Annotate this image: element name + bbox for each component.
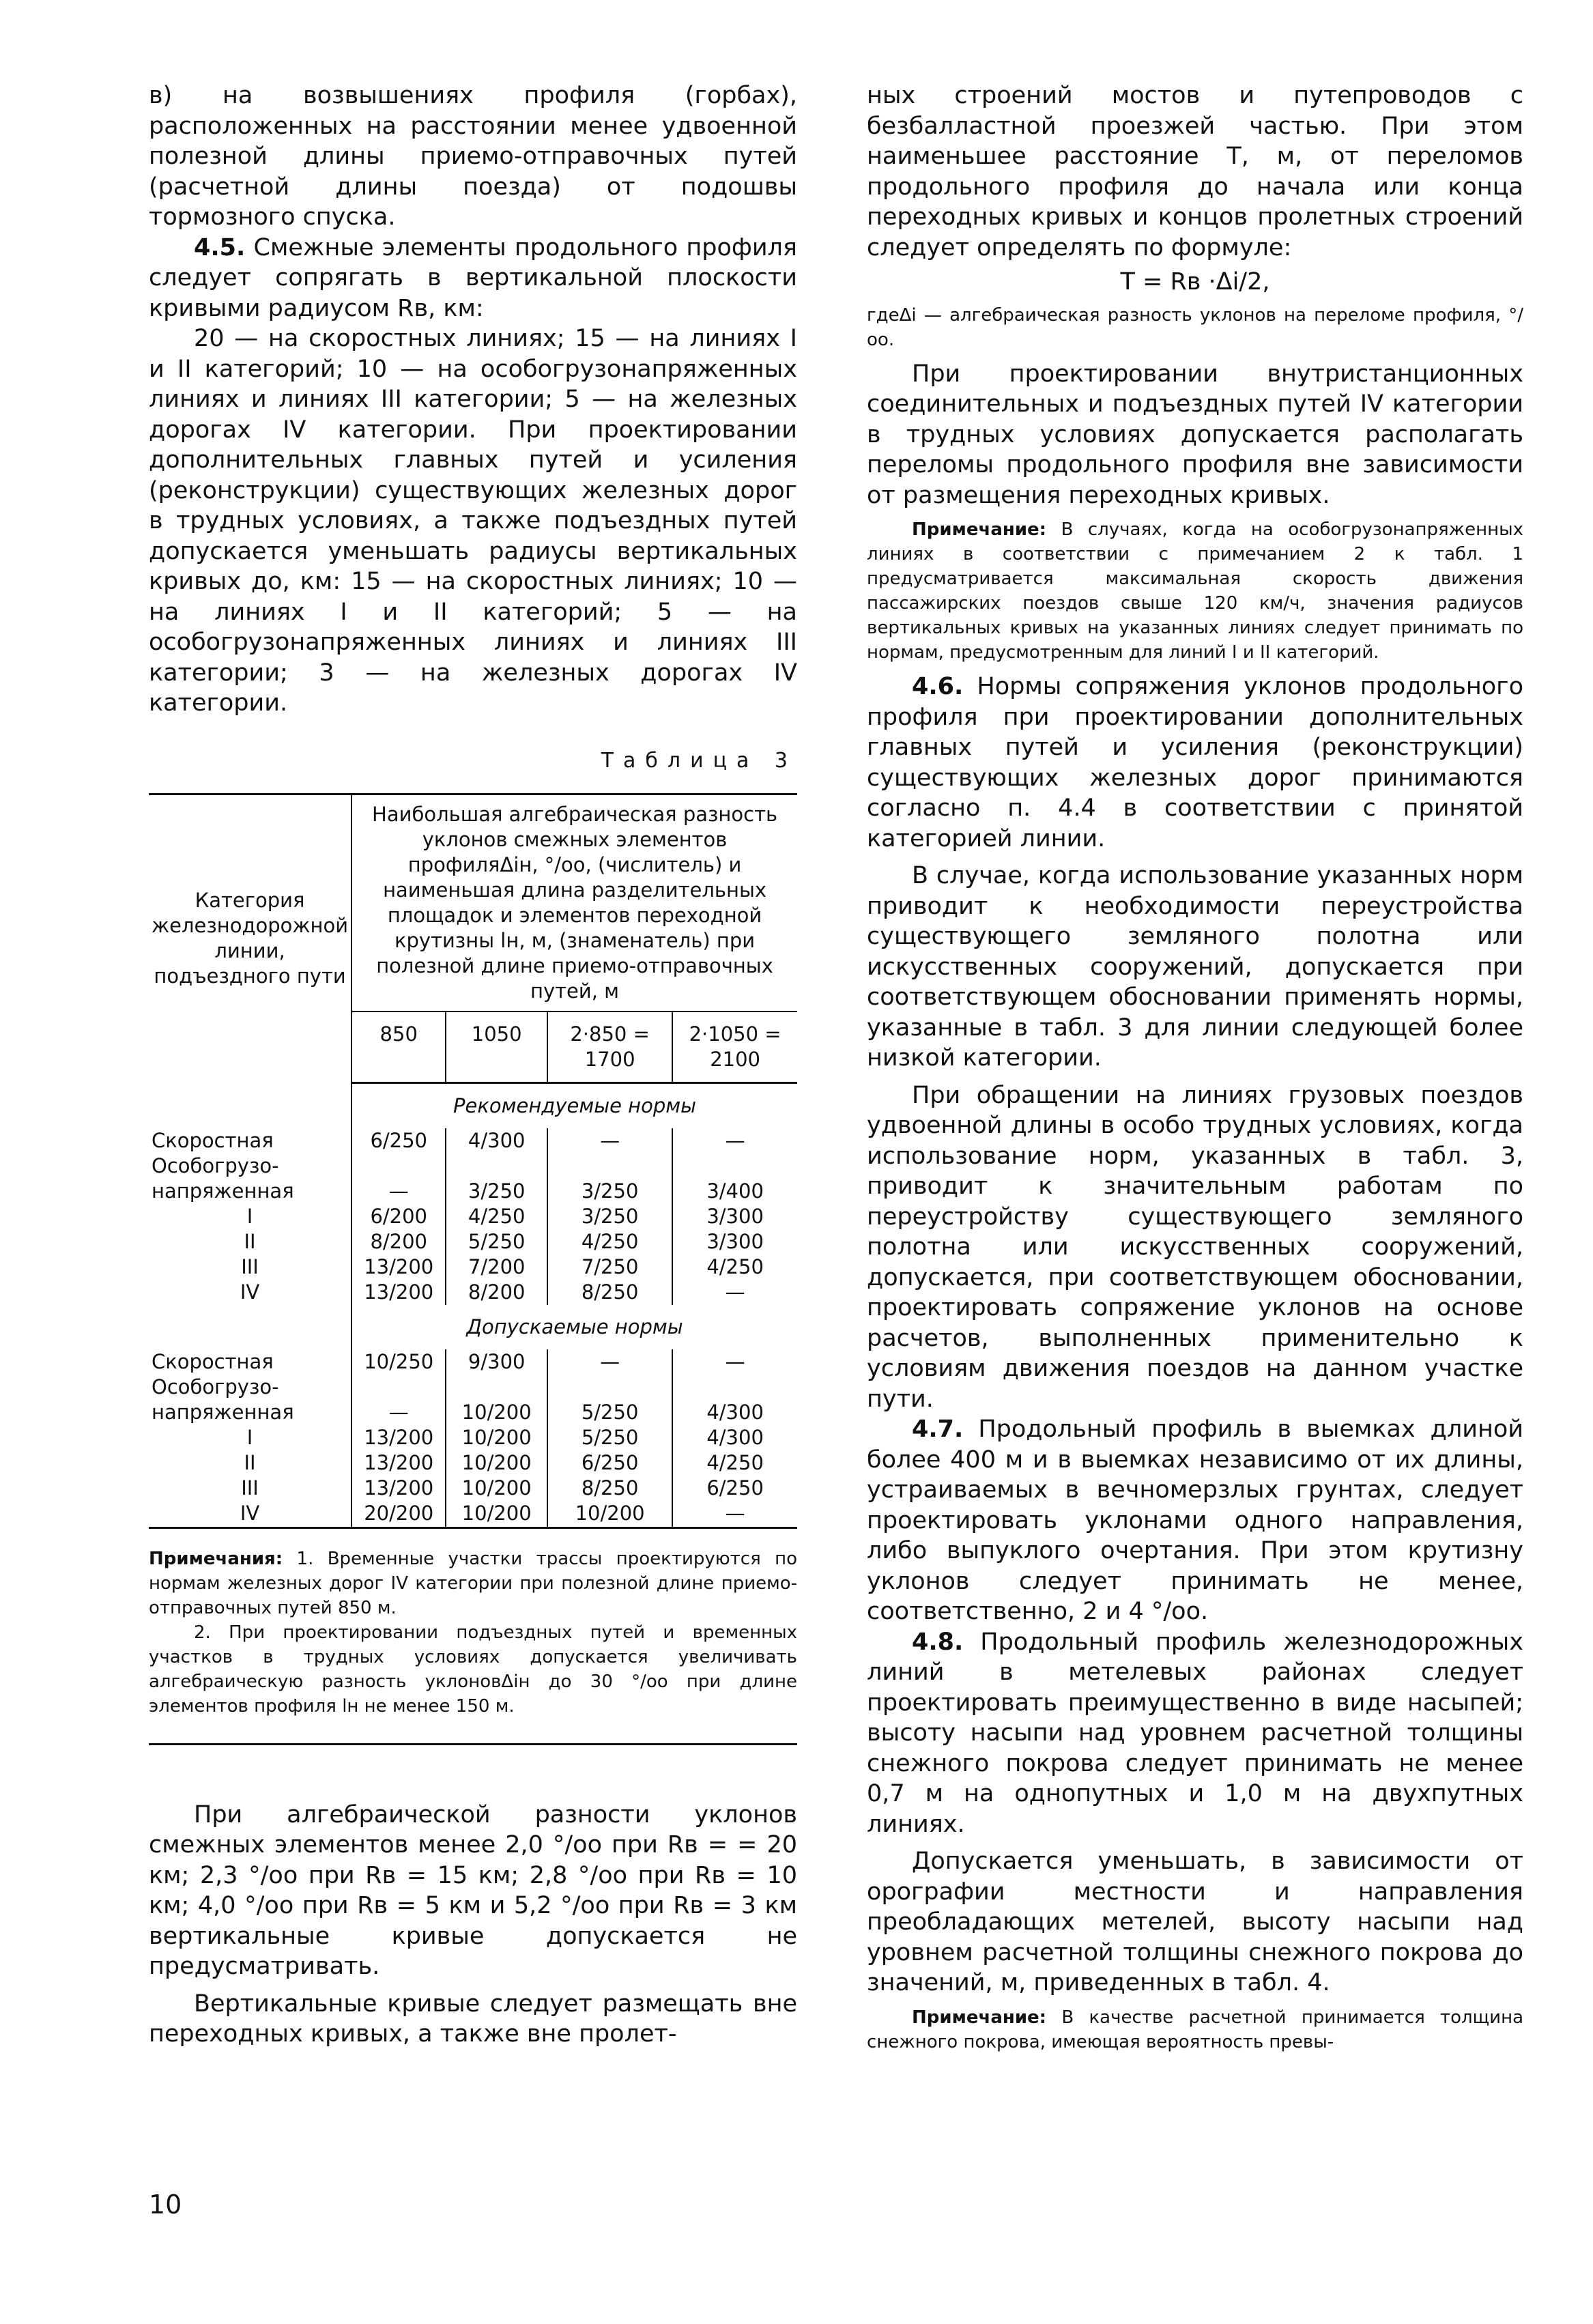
table-bottom-cell bbox=[351, 1526, 446, 1528]
note-1: 1. Временные участки трассы проектируются по нормам железных дорог IV категории при полезной длине приемо-отправочных путей 850 м. bbox=[149, 1548, 797, 1618]
table-cell: — bbox=[351, 1179, 446, 1204]
table-row bbox=[149, 1229, 797, 1254]
table-cell bbox=[672, 1153, 797, 1179]
table-header-row bbox=[149, 794, 797, 1012]
table-cell: 10/200 bbox=[547, 1501, 672, 1526]
header-col-850: 850 bbox=[351, 1012, 446, 1083]
row-category: Скоростная bbox=[152, 1128, 274, 1152]
table-cell: 4/250 bbox=[672, 1450, 797, 1476]
formula-where: гдеΔi — алгебраическая разность уклонов на переломе профиля, °/оо. bbox=[867, 304, 1523, 350]
header-main: Наибольшая алгебраическая разность уклонов смежных элементов профиляΔiн, °/оо, (числитель) и наименьшая длина разделительных площадок и элементов переходной крутизны lн, м, (знаменатель) при полезной длине приемо-отправочных путей, м bbox=[351, 794, 797, 1012]
table-cell: — bbox=[547, 1349, 672, 1375]
section-number: 4.7. bbox=[912, 1416, 964, 1443]
table-cell: — bbox=[672, 1501, 797, 1526]
table-cell: 10/200 bbox=[446, 1400, 547, 1425]
table-cell: 6/250 bbox=[547, 1450, 672, 1476]
page-number: 10 bbox=[149, 2190, 182, 2220]
paragraph-4-4-c: в) на возвышениях профиля (горбах), расположенных на расстоянии менее удвоенной полезной длины приемо-отправочных путей (расчетной длины поезда) от подошвы тормозного спуска. bbox=[149, 82, 797, 231]
table-bottom-cell bbox=[446, 1526, 547, 1528]
table-notes-2: 2. При проектировании подъездных путей и временных участков в трудных условиях допускается увеличивать алгебраическую разность уклоновΔiн до 30 °/оо при длине элементов профиля lн не менее 150 м. bbox=[149, 1622, 797, 1717]
note-text: В случаях, когда на особогрузонапряженных линиях в соответствии с примечанием 2 к табл. 1 предусматривается максимальная скорость движения пассажирских поездов свыше 120 км/ч, значения радиусов вертикальных кривых на указанных линиях следует принимать по нормам, предусмотренным для линий I и II категорий. bbox=[867, 519, 1523, 663]
section-text: Смежные элементы продольного профиля следует сопрягать в вертикальной плоскости кривыми радиусом Rв, км: bbox=[149, 233, 797, 322]
table-cell: 13/200 bbox=[351, 1280, 446, 1305]
header-col-2100: 2·1050 = 2100 bbox=[672, 1012, 797, 1083]
table-row bbox=[149, 1375, 797, 1400]
table-cell: — bbox=[351, 1400, 446, 1425]
left-column bbox=[149, 81, 797, 2050]
table-cell: 5/250 bbox=[446, 1229, 547, 1254]
table-cell: 13/200 bbox=[351, 1476, 446, 1501]
table-cell: 13/200 bbox=[351, 1425, 446, 1450]
section-number: 4.6. bbox=[912, 673, 964, 700]
table-cell bbox=[547, 1153, 672, 1179]
row-category: Скоростная bbox=[152, 1349, 274, 1373]
note-high-speed bbox=[867, 517, 1523, 665]
table-bottom-border bbox=[149, 1526, 797, 1528]
row-category: Особогрузо- bbox=[152, 1153, 279, 1177]
row-category: IV bbox=[240, 1280, 260, 1304]
table-body bbox=[149, 1082, 797, 1527]
section-number: 4.8. bbox=[912, 1628, 964, 1656]
note-snow bbox=[867, 2005, 1523, 2054]
row-category: I bbox=[246, 1425, 253, 1449]
note-label: Примечание: bbox=[912, 519, 1047, 540]
table-cell: 4/250 bbox=[446, 1204, 547, 1229]
table-cell: 3/300 bbox=[672, 1229, 797, 1254]
paragraph-no-curves: При алгебраической разности уклонов смежных элементов менее 2,0 °/оо при Rв = = 20 км; 2,3 °/оо при Rв = 15 км; 2,8 °/оо при Rв = 10 км; 4,0 °/оо при Rв = 5 км и 5,2 °/оо при Rв = 3 км вертикальные кривые допускается не предусматривать. bbox=[149, 1801, 797, 1980]
table-cell: — bbox=[547, 1128, 672, 1153]
table-cell: 13/200 bbox=[351, 1450, 446, 1476]
table-row bbox=[149, 1450, 797, 1476]
table-cell: 10/200 bbox=[446, 1476, 547, 1501]
table-bottom-cell bbox=[547, 1526, 672, 1528]
table-row bbox=[149, 1153, 797, 1179]
table-cell: 5/250 bbox=[547, 1400, 672, 1425]
table-cell: 3/250 bbox=[547, 1179, 672, 1204]
table-cell: 5/250 bbox=[547, 1425, 672, 1450]
table-notes-1 bbox=[149, 1547, 797, 1620]
table-cell: 4/300 bbox=[672, 1425, 797, 1450]
table-bottom-cell bbox=[672, 1526, 797, 1528]
table-cell: 4/250 bbox=[672, 1254, 797, 1280]
paragraph-station-tracks: При проектировании внутристанционных соединительных и подъездных путей IV категории в трудных условиях допускается располагать переломы продольного профиля вне зависимости от размещения переходных кривых. bbox=[867, 360, 1523, 509]
table-row bbox=[149, 1280, 797, 1305]
section-4-8 bbox=[867, 1627, 1523, 1840]
table-cell bbox=[446, 1375, 547, 1400]
header-col-1050: 1050 bbox=[446, 1012, 547, 1083]
section-number: 4.5. bbox=[194, 233, 246, 261]
row-category: напряженная bbox=[152, 1400, 294, 1424]
table-cell: — bbox=[672, 1280, 797, 1305]
section-4-6 bbox=[867, 672, 1523, 854]
table-cell: 7/250 bbox=[547, 1254, 672, 1280]
table-cell bbox=[351, 1375, 446, 1400]
formula: T = Rв ·Δi/2, bbox=[1120, 268, 1270, 296]
section-4-5 bbox=[149, 233, 797, 324]
note-label: Примечание: bbox=[912, 2007, 1047, 2028]
table-row bbox=[149, 1204, 797, 1229]
row-category: IV bbox=[240, 1501, 260, 1525]
row-category: Особогрузо- bbox=[152, 1375, 279, 1398]
header-col-1700: 2·850 = 1700 bbox=[547, 1012, 672, 1083]
table-cell: 4/300 bbox=[446, 1128, 547, 1153]
table-section-row bbox=[149, 1305, 797, 1349]
table-cell: 8/250 bbox=[547, 1476, 672, 1501]
paragraph-radii: 20 — на скоростных линиях; 15 — на линиях I и II категорий; 10 — на особогрузонапряженных линиях и линиях III категории; 5 — на железных дорогах IV категории. При проектировании дополнительных главных путей и усиления (реконструкции) существующих железных дорог в трудных условиях, а также подъездных путей допускается уменьшать радиусы вертикальных кривых до, км: 15 — на скоростных линиях; 10 — на линиях I и II категорий; 5 — на особогрузонапряженных линиях и линиях III категории; 3 — на железных дорогах IV категории. bbox=[149, 325, 797, 717]
table-cell: 8/250 bbox=[547, 1280, 672, 1305]
table-row bbox=[149, 1254, 797, 1280]
section-4-7 bbox=[867, 1414, 1523, 1627]
row-category: III bbox=[241, 1476, 259, 1500]
table-cell bbox=[446, 1153, 547, 1179]
row-category: II bbox=[244, 1450, 256, 1474]
table-cell: 8/200 bbox=[351, 1229, 446, 1254]
table-row bbox=[149, 1400, 797, 1425]
table-cell: 8/200 bbox=[446, 1280, 547, 1305]
right-column bbox=[867, 81, 1523, 2054]
paragraph-double-length: При обращении на линиях грузовых поездов удвоенной длины в особо трудных условиях, когда использование норм, указанных в табл. 3, приводит к значительным работам по переустройству существующего земляного полотна или искусственных сооружений, допускается, при соответствующем обосновании, проектировать сопряжение уклонов на основе расчетов, выполненных применительно к условиям движения поездов на данном участке пути. bbox=[867, 1081, 1523, 1413]
table-cell: — bbox=[672, 1128, 797, 1153]
table-cell: — bbox=[672, 1349, 797, 1375]
notes-label: Примечания: bbox=[149, 1548, 283, 1569]
paragraph-embankment: Допускается уменьшать, в зависимости от орографии местности и направления преобладающих метелей, высоту насыпи над уровнем расчетной толщины снежного покрова до значений, м, приведенных в табл. 4. bbox=[867, 1848, 1523, 1996]
table-row bbox=[149, 1501, 797, 1526]
section-title: Допускаемые нормы bbox=[351, 1305, 797, 1349]
note-text: В качестве расчетной принимается толщина снежного покрова, имеющая вероятность превы- bbox=[867, 2007, 1523, 2052]
table-cell: 6/250 bbox=[351, 1128, 446, 1153]
table-cell: 3/250 bbox=[446, 1179, 547, 1204]
row-category: I bbox=[246, 1204, 253, 1228]
table-cell: 6/200 bbox=[351, 1204, 446, 1229]
paragraph-lower-category: В случае, когда использование указанных норм приводит к необходимости переустройства существующего земляного полотна или искусственных сооружений, допускается при соответствующем обосновании применять нормы, указанные в табл. 3 для линии следующей более низкой категории. bbox=[867, 862, 1523, 1072]
table-cell bbox=[547, 1375, 672, 1400]
table-cell: 10/200 bbox=[446, 1450, 547, 1476]
table-row bbox=[149, 1179, 797, 1204]
section-title: Рекомендуемые нормы bbox=[351, 1082, 797, 1128]
section-text: Продольный профиль железнодорожных линий в метелевых районах следует проектировать преимущественно в виде насыпей; высоту насыпи над уровнем расчетной толщины снежного покрова следует принимать не менее 0,7 м на однопутных и 1,0 м на двухпутных линиях. bbox=[867, 1628, 1523, 1838]
row-category: III bbox=[241, 1254, 259, 1278]
section-spacer bbox=[149, 1082, 351, 1128]
row-category: напряженная bbox=[152, 1179, 294, 1203]
table-bottom-cell bbox=[149, 1526, 351, 1528]
section-text: Продольный профиль в выемках длиной более 400 м и в выемках независимо от их длины, устраиваемых в вечномерзлых грунтах, следует проектировать уклонами одного направления, либо выпуклого очертания. При этом крутизну уклонов следует принимать не менее, соответственно, 2 и 4 °/оо. bbox=[867, 1416, 1523, 1625]
row-category: II bbox=[244, 1229, 256, 1253]
paragraph-continued: ных строений мостов и путепроводов с безбалластной проезжей частью. При этом наименьшее расстояние T, м, от переломов продольного профиля до начала или конца переходных кривых и концов пролетных строений следует определять по формуле: bbox=[867, 82, 1523, 261]
table-row bbox=[149, 1128, 797, 1153]
table-cell: 3/250 bbox=[547, 1204, 672, 1229]
table-cell: 9/300 bbox=[446, 1349, 547, 1375]
table-cell: 7/200 bbox=[446, 1254, 547, 1280]
table-cell bbox=[351, 1153, 446, 1179]
table-cell bbox=[672, 1375, 797, 1400]
header-category: Категория железнодорожной линии, подъездного пути bbox=[152, 889, 349, 988]
paragraph-placement: Вертикальные кривые следует размещать вне переходных кривых, а также вне пролет- bbox=[149, 1990, 797, 2048]
table-cell: 10/200 bbox=[446, 1501, 547, 1526]
table-cell: 3/400 bbox=[672, 1179, 797, 1204]
table-row bbox=[149, 1476, 797, 1501]
table-3 bbox=[149, 793, 797, 1529]
table-cell: 4/250 bbox=[547, 1229, 672, 1254]
table-cell: 10/200 bbox=[446, 1425, 547, 1450]
table-caption: Таблица 3 bbox=[601, 748, 797, 773]
table-row bbox=[149, 1425, 797, 1450]
table-cell: 3/300 bbox=[672, 1204, 797, 1229]
table-cell: 20/200 bbox=[351, 1501, 446, 1526]
table-cell: 13/200 bbox=[351, 1254, 446, 1280]
table-section-row bbox=[149, 1082, 797, 1128]
table-cell: 10/250 bbox=[351, 1349, 446, 1375]
section-spacer bbox=[149, 1305, 351, 1349]
section-text: Нормы сопряжения уклонов продольного профиля при проектировании дополнительных главных путей и усиления (реконструкции) существующих железных дорог принимаются согласно п. 4.4 в соответствии с принятой категорией линии. bbox=[867, 673, 1523, 852]
table-cell: 4/300 bbox=[672, 1400, 797, 1425]
table-cell: 6/250 bbox=[672, 1476, 797, 1501]
table-row bbox=[149, 1349, 797, 1375]
